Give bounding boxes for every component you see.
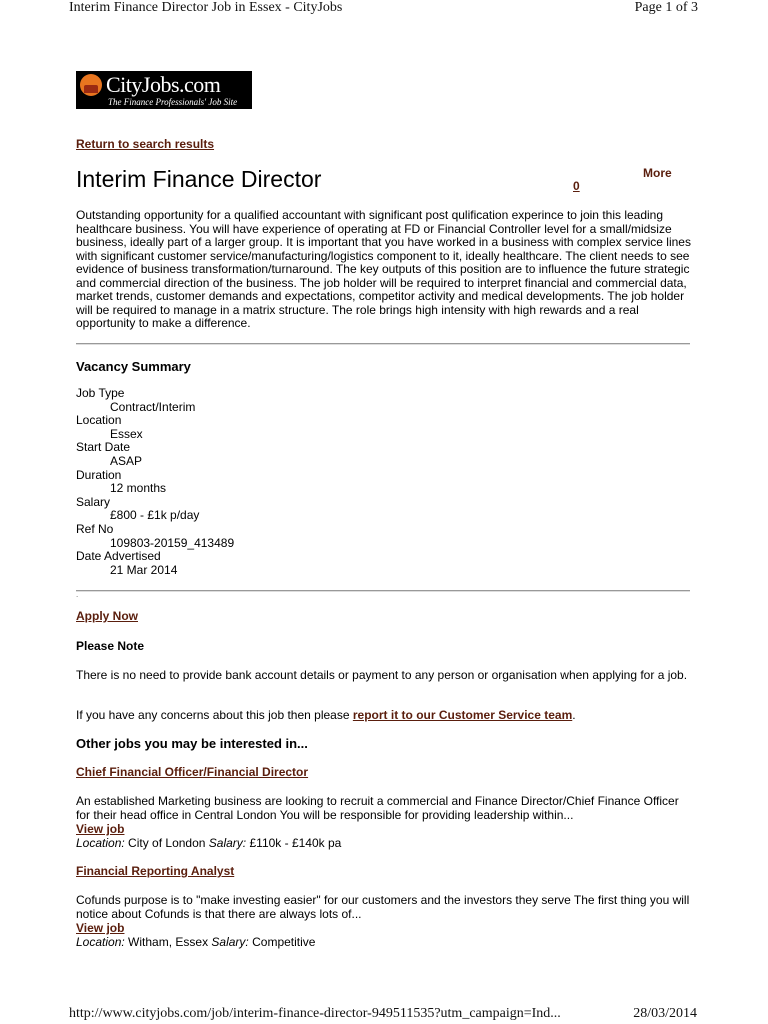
page-title: Interim Finance Director: [76, 166, 322, 192]
salary-value: Competitive: [252, 935, 316, 949]
print-header: [0, 0, 768, 20]
summary-label: Date Advertised: [76, 549, 161, 564]
summary-value: Essex: [110, 426, 143, 441]
print-url: http://www.cityjobs.com/job/interim-finance-director-949511535?utm_campaign=Ind...: [69, 1006, 561, 1021]
location-value: City of London: [128, 836, 206, 850]
salary-label: Salary:: [211, 935, 249, 949]
summary-value: 12 months: [110, 481, 167, 496]
other-jobs-heading: Other jobs you may be interested in...: [76, 736, 308, 751]
summary-label: Job Type: [76, 386, 125, 400]
other-job-meta: [76, 836, 341, 850]
salary-value: £110k - £140k pa: [249, 836, 342, 850]
concern-text: [76, 708, 696, 722]
summary-label: Location: [76, 413, 122, 428]
salary-label: Salary:: [208, 836, 247, 850]
concern-prefix: If you have any concerns about this job then please: [76, 708, 353, 722]
other-job-description: An established Marketing business are looking to recruit a commercial and Finance Director/Chief Finance Officer for their head office in Central London You will be responsible for providing leadership within...: [76, 794, 679, 822]
divider: [76, 590, 690, 592]
summary-label: Duration: [76, 467, 122, 482]
logo-name: CityJobs.com: [106, 72, 221, 97]
print-date: 28/03/2014: [633, 1006, 697, 1021]
summary-value: 21 Mar 2014: [110, 562, 178, 577]
apply-now-link[interactable]: Apply Now: [76, 609, 138, 623]
return-to-search-link[interactable]: Return to search results: [76, 137, 215, 151]
summary-label: Start Date: [76, 440, 131, 455]
location-value: Witham, Essex: [128, 935, 209, 949]
print-page-number: Page 1 of 3: [634, 0, 698, 15]
location-label: Location:: [76, 836, 125, 850]
summary-value: Contract/Interim: [110, 399, 196, 414]
logo-tagline: The Finance Professionals' Job Site: [108, 97, 238, 107]
view-job-link[interactable]: View job: [76, 921, 125, 935]
note-text: There is no need to provide bank account details or payment to any person or organisation when applying for a job.: [76, 668, 688, 682]
other-job-title-link[interactable]: Chief Financial Officer/Financial Director: [76, 765, 309, 779]
other-job-description: Cofunds purpose is to "make investing easier" for our customers and the investors they serve The first thing you will notice about Cofunds is that there are always lots of...: [76, 893, 690, 921]
separator-dot: .: [76, 590, 79, 599]
other-job-meta: [76, 935, 315, 949]
concern-suffix: .: [572, 708, 576, 722]
summary-value: ASAP: [110, 453, 143, 468]
print-page-title: Interim Finance Director Job in Essex - CityJobs: [69, 0, 343, 15]
vacancy-summary-heading: Vacancy Summary: [76, 359, 191, 374]
summary-value: 109803-20159_413489: [110, 535, 235, 550]
flame-icon: [80, 74, 102, 96]
view-job-link[interactable]: View job: [76, 822, 125, 836]
cityjobs-logo[interactable]: [76, 71, 252, 109]
job-description: Outstanding opportunity for a qualified accountant with significant post qulification experince to join this leading healthcare business. You will have experience of operating at FD or Financial Controller level for a small/midsize business, ideally part of a larger group. It is important that you have worked in a business with complex service lines with significant customer service/manufacturing/logistics component to it, ideally healthcare. The client needs to see evidence of business transformation/turnaround. The key outputs of this position are to influence the future strategic and commercial direction of the business. The job holder will be required to interpret financial and commercial data, market trends, customer demands and expectations, competitor activity and medical developments. The job holder will be required to manage in a matrix structure. The role brings high intensity with high rewards and a real opportunity to make a difference.: [76, 208, 691, 330]
more-link[interactable]: More: [643, 166, 672, 180]
location-label: Location:: [76, 935, 125, 949]
divider: [76, 343, 690, 345]
summary-label: Salary: [76, 494, 111, 509]
summary-value: £800 - £1k p/day: [110, 508, 200, 523]
please-note-heading: Please Note: [76, 639, 145, 653]
summary-label: Ref No: [76, 521, 114, 536]
vacancy-summary: [76, 387, 234, 577]
count-link[interactable]: 0: [573, 179, 580, 193]
print-footer: [0, 1006, 768, 1024]
report-job-link[interactable]: report it to our Customer Service team: [352, 708, 573, 722]
other-job-title-link[interactable]: Financial Reporting Analyst: [76, 864, 235, 878]
